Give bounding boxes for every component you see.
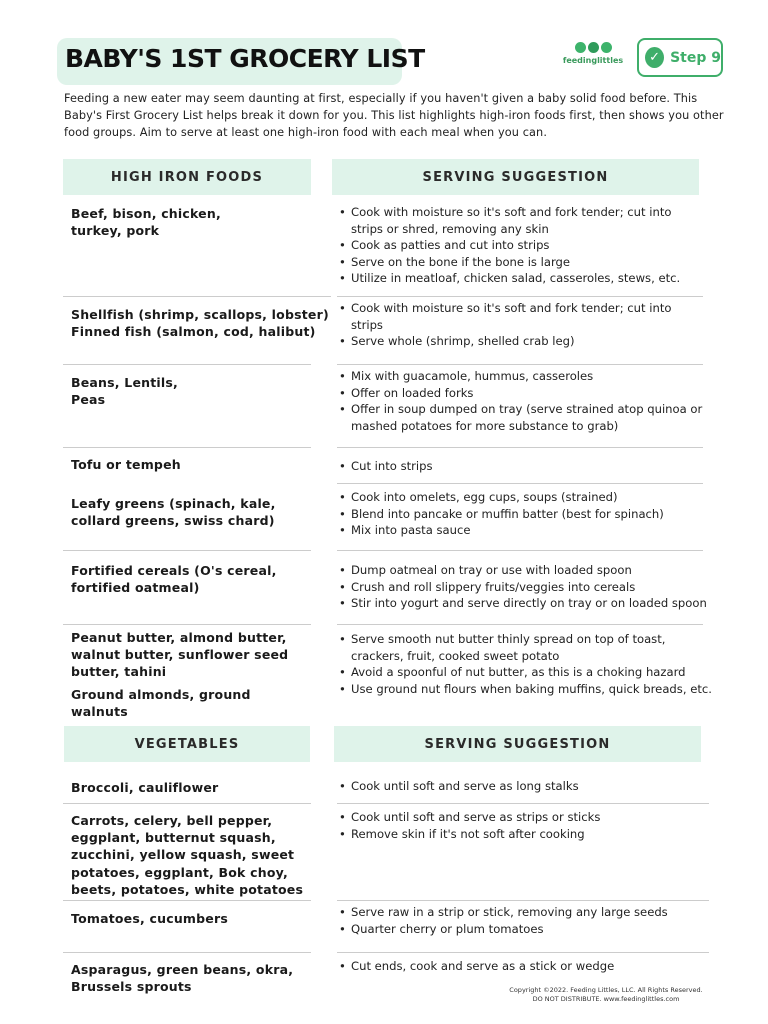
- section-heading-vegetables: VEGETABLES: [64, 726, 310, 762]
- food-item: Beef, bison, chicken, turkey, pork: [71, 206, 221, 239]
- suggestion-item: • Blend into pancake or muffin batter (best for spinach): [337, 506, 707, 523]
- row-divider: [63, 296, 331, 297]
- suggestion-item: • Serve on the bone if the bone is large: [337, 254, 707, 271]
- copyright-footer: [486, 986, 726, 1004]
- food-item: Shellfish (shrimp, scallops, lobster) Finned fish (salmon, cod, halibut): [71, 307, 329, 340]
- suggestion-item: • Cut ends, cook and serve as a stick or wedge: [337, 958, 697, 975]
- row-divider: [337, 952, 709, 953]
- suggestion-list: [337, 300, 697, 350]
- section-heading-serving-suggestion-2: SERVING SUGGESTION: [334, 726, 701, 762]
- distribution-line: DO NOT DISTRIBUTE. www.feedinglittles.com: [532, 995, 680, 1003]
- suggestion-list: [337, 204, 707, 287]
- row-divider: [63, 803, 311, 804]
- section-heading-high-iron: HIGH IRON FOODS: [63, 159, 311, 195]
- food-item: Carrots, celery, bell pepper, eggplant, butternut squash, zucchini, yellow squash, sweet potatoes, eggplant, Bok choy, beets, potatoes, white potatoes: [71, 813, 304, 897]
- food-item: Tofu or tempeh: [71, 457, 181, 472]
- logo-mark-icon: [562, 42, 624, 53]
- suggestion-list: [337, 904, 712, 937]
- row-divider: [63, 900, 311, 901]
- row-divider: [63, 624, 311, 625]
- suggestion-item: • Cut into strips: [337, 458, 697, 475]
- logo-wordmark: feedinglittles: [562, 56, 624, 65]
- step-badge: [637, 38, 723, 77]
- suggestion-item: • Avoid a spoonful of nut butter, as this is a choking hazard: [337, 664, 717, 681]
- suggestion-list: [337, 562, 747, 612]
- intro-paragraph: Feeding a new eater may seem daunting at first, especially if you haven't given a baby solid food before. This Baby's First Grocery List helps break it down for you. This list highlights high-iron foods first, then shows you other food groups. Aim to serve at least one high-iron food with each meal when you can.: [64, 92, 724, 139]
- row-divider: [63, 364, 311, 365]
- suggestion-item: • Cook until soft and serve as strips or sticks: [337, 809, 697, 826]
- step-label: Step 9: [670, 49, 721, 66]
- row-divider: [337, 364, 703, 365]
- suggestion-item: • Cook as patties and cut into strips: [337, 237, 707, 254]
- suggestion-item: • Mix into pasta sauce: [337, 522, 707, 539]
- row-divider: [63, 952, 311, 953]
- food-item-line: Peanut butter, almond butter, walnut butter, sunflower seed butter, tahini: [71, 630, 289, 680]
- suggestion-list: [337, 809, 697, 842]
- food-item: [71, 629, 306, 720]
- suggestion-item: • Quarter cherry or plum tomatoes: [337, 921, 712, 938]
- row-divider: [337, 803, 709, 804]
- row-divider: [63, 550, 311, 551]
- suggestion-item: • Cook until soft and serve as long stalks: [337, 778, 697, 795]
- row-divider: [337, 447, 703, 448]
- suggestion-list: [337, 778, 697, 795]
- food-item-line: Ground almonds, ground walnuts: [71, 686, 251, 719]
- suggestion-item: • Dump oatmeal on tray or use with loaded spoon: [337, 562, 747, 579]
- row-divider: [337, 483, 703, 484]
- suggestion-item: • Crush and roll slippery fruits/veggies into cereals: [337, 579, 747, 596]
- suggestion-item: • Remove skin if it's not soft after cooking: [337, 826, 697, 843]
- title-banner: [57, 38, 425, 85]
- suggestion-item: • Serve smooth nut butter thinly spread on top of toast, crackers, fruit, cooked sweet potato: [337, 631, 717, 664]
- feeding-littles-logo: [562, 42, 624, 74]
- page-title: BABY'S 1ST GROCERY LIST: [65, 44, 425, 73]
- suggestion-item: • Use ground nut flours when baking muffins, quick breads, etc.: [337, 681, 717, 698]
- row-divider: [337, 624, 703, 625]
- row-divider: [337, 900, 709, 901]
- copyright-line: Copyright ©2022. Feeding Littles, LLC. All Rights Reserved.: [509, 986, 703, 994]
- food-item: Fortified cereals (O's cereal, fortified oatmeal): [71, 563, 277, 596]
- suggestion-list: [337, 958, 697, 975]
- suggestion-list: [337, 368, 712, 434]
- suggestion-item: • Mix with guacamole, hummus, casseroles: [337, 368, 712, 385]
- check-circle-icon: ✓: [645, 47, 664, 68]
- food-item: Asparagus, green beans, okra, Brussels sprouts: [71, 962, 294, 995]
- section-heading-serving-suggestion: SERVING SUGGESTION: [332, 159, 699, 195]
- suggestion-item: • Serve raw in a strip or stick, removing any large seeds: [337, 904, 712, 921]
- food-item: Beans, Lentils, Peas: [71, 375, 178, 408]
- food-item: Leafy greens (spinach, kale, collard greens, swiss chard): [71, 496, 276, 529]
- suggestion-item: • Utilize in meatloaf, chicken salad, casseroles, stews, etc.: [337, 270, 707, 287]
- suggestion-item: • Cook with moisture so it's soft and fork tender; cut into strips: [337, 300, 697, 333]
- suggestion-list: [337, 458, 697, 475]
- suggestion-item: • Cook into omelets, egg cups, soups (strained): [337, 489, 707, 506]
- suggestion-item: • Stir into yogurt and serve directly on tray or on loaded spoon: [337, 595, 747, 612]
- food-item: Tomatoes, cucumbers: [71, 911, 228, 926]
- suggestion-item: • Offer in soup dumped on tray (serve strained atop quinoa or mashed potatoes for more substance to grab): [337, 401, 712, 434]
- suggestion-list: [337, 489, 707, 539]
- suggestion-item: • Offer on loaded forks: [337, 385, 712, 402]
- suggestion-item: • Serve whole (shrimp, shelled crab leg): [337, 333, 697, 350]
- row-divider: [63, 447, 311, 448]
- suggestion-list: [337, 631, 717, 697]
- suggestion-item: • Cook with moisture so it's soft and fork tender; cut into strips or shred, removing any skin: [337, 204, 707, 237]
- food-item: Broccoli, cauliflower: [71, 780, 219, 795]
- row-divider: [337, 550, 703, 551]
- row-divider: [337, 296, 703, 297]
